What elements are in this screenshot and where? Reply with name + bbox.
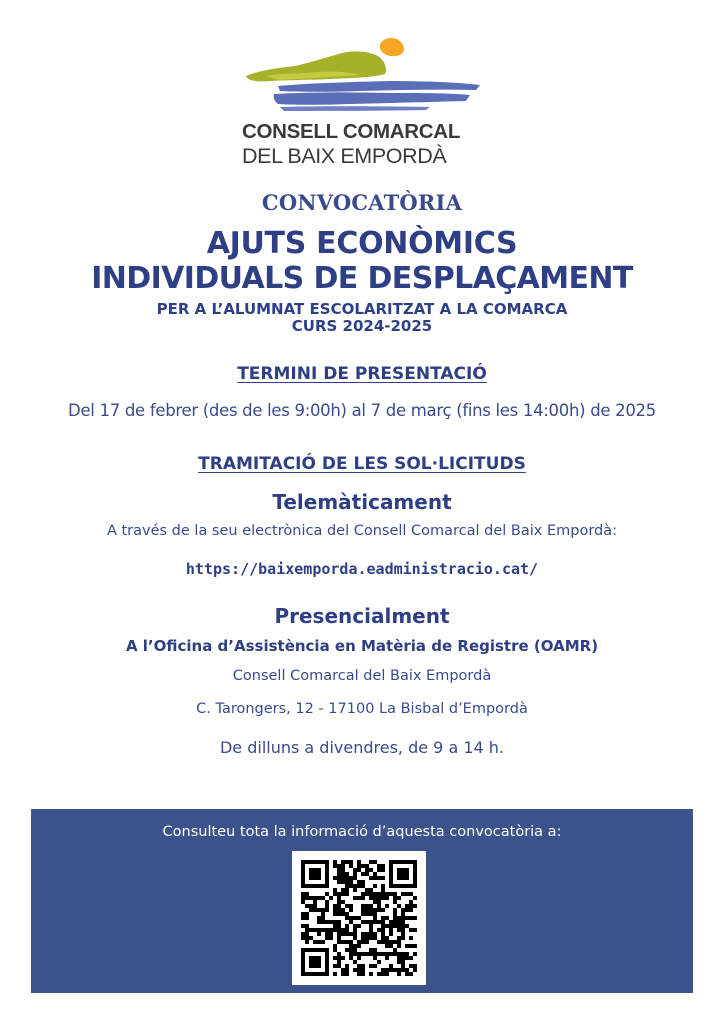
convocatoria-label: CONVOCATÒRIA <box>261 190 463 215</box>
info-panel-text: Consulteu tota la informació d’aquesta convocatòria a: <box>162 824 562 840</box>
page-title-line2: INDIVIDUALS DE DESPLAÇAMENT <box>91 261 633 296</box>
qr-code-icon <box>301 860 417 976</box>
presencialment-heading: Presencialment <box>274 604 450 628</box>
telematicament-heading: Telemàticament <box>272 490 452 514</box>
page-title-line1: AJUTS ECONÒMICS <box>206 226 518 261</box>
logo-text-line1: CONSELL COMARCAL <box>242 120 461 143</box>
consell-comarcal-logo <box>240 36 480 166</box>
tramitacio-heading: TRAMITACIÓ DE LES SOL·LICITUDS <box>198 454 526 474</box>
telematicament-description: A través de la seu electrònica del Consell Comarcal del Baix Empordà: <box>106 523 618 539</box>
logo-emblem-icon <box>240 36 480 120</box>
oamr-office: A l’Oficina d’Assistència en Matèria de Registre (OAMR) <box>125 637 599 655</box>
logo-text-line2: DEL BAIX EMPORDÀ <box>242 144 447 168</box>
qr-code[interactable] <box>292 851 426 985</box>
institution-name: Consell Comarcal del Baix Empordà <box>232 668 492 684</box>
subtitle-line2: CURS 2024-2025 <box>291 317 433 335</box>
office-hours: De dilluns a divendres, de 9 a 14 h. <box>219 738 505 757</box>
termini-dates: Del 17 de febrer (des de les 9:00h) al 7 de març (fins les 14:00h) de 2025 <box>68 401 656 420</box>
subtitle-line1: PER A L’ALUMNAT ESCOLARITZAT A LA COMARCA <box>156 300 568 318</box>
seu-electronica-link[interactable]: https://baixemporda.eadministracio.cat/ <box>185 560 539 578</box>
info-panel <box>31 809 693 993</box>
office-address: C. Tarongers, 12 - 17100 La Bisbal d’Empordà <box>196 701 528 717</box>
termini-heading: TERMINI DE PRESENTACIÓ <box>237 364 487 384</box>
